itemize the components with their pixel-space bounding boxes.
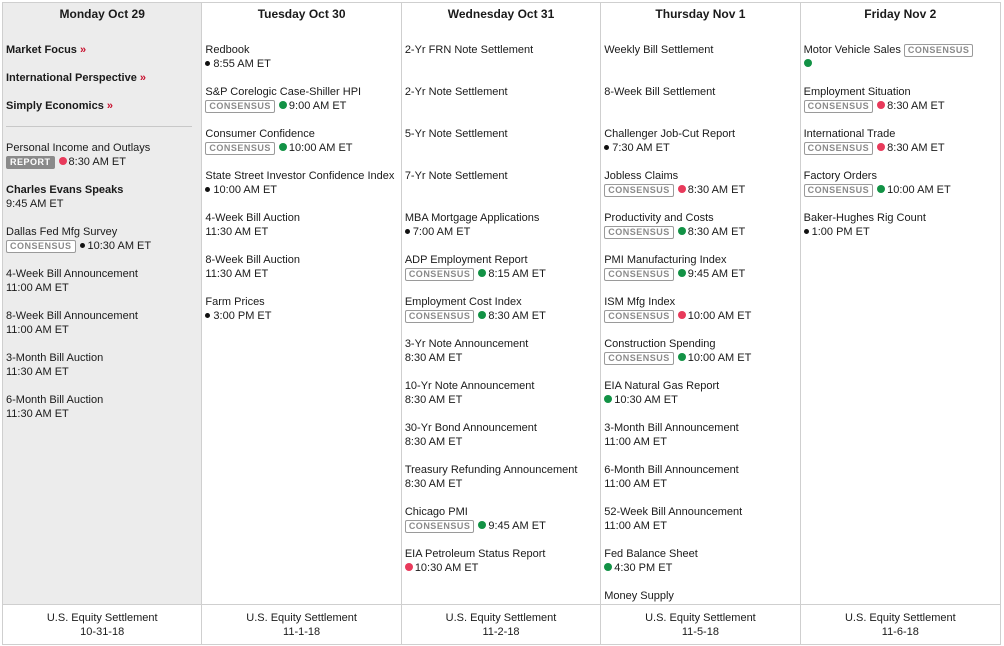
event-meta (6, 365, 198, 379)
event-meta (405, 519, 597, 533)
event-meta (804, 225, 997, 239)
event-item[interactable] (6, 309, 198, 351)
event-name[interactable]: Farm Prices (205, 296, 265, 308)
event-time: 8:55 AM ET (213, 58, 271, 70)
event-item[interactable] (405, 211, 597, 253)
event-item[interactable] (6, 225, 198, 267)
event-item[interactable] (405, 253, 597, 295)
bullet-icon (80, 243, 85, 248)
event-meta (405, 225, 597, 239)
event-time: 10:30 AM ET (614, 394, 678, 406)
feature-link-label: International Perspective (6, 72, 137, 84)
event-name[interactable]: Factory Orders (803, 170, 877, 182)
settlement-footer (801, 604, 1000, 644)
event-item[interactable] (604, 547, 796, 589)
settlement-label[interactable]: U.S. Equity Settlement (246, 612, 357, 624)
event-name[interactable]: 3-Month Bill Auction (6, 352, 104, 364)
event-item[interactable] (405, 421, 597, 463)
event-item[interactable] (205, 211, 397, 253)
event-item[interactable] (405, 547, 597, 589)
event-name[interactable]: ADP Employment Report (404, 254, 528, 266)
event-meta (205, 183, 397, 197)
event-meta (6, 155, 198, 169)
event-item[interactable] (405, 295, 597, 337)
event-time: 8:30 AM ET (887, 100, 945, 112)
settlement-date: 11-2-18 (482, 626, 520, 638)
event-meta (604, 561, 796, 575)
event-meta (205, 99, 397, 113)
status-dot-icon (678, 185, 686, 193)
event-list (804, 43, 997, 253)
event-time: 8:30 AM ET (887, 142, 945, 154)
event-item[interactable] (405, 505, 597, 547)
event-item[interactable] (604, 127, 796, 169)
event-item[interactable] (604, 253, 796, 295)
event-time: 9:45 AM ET (488, 520, 546, 532)
event-item[interactable] (804, 169, 997, 211)
event-meta (604, 477, 796, 491)
consensus-badge[interactable]: CONSENSUS (804, 100, 874, 113)
feature-link[interactable] (6, 43, 198, 71)
event-meta (205, 309, 397, 323)
event-meta (205, 141, 397, 155)
event-name[interactable]: ISM Mfg Index (604, 296, 676, 308)
event-meta (604, 183, 796, 197)
event-name[interactable]: Employment Situation (803, 86, 911, 98)
event-time: 7:00 AM ET (412, 226, 471, 238)
event-meta (6, 407, 198, 421)
feature-link-label: Market Focus (6, 44, 77, 56)
event-item[interactable] (6, 393, 198, 435)
event-name[interactable]: 8-Week Bill Announcement (6, 310, 138, 322)
feature-link-label: Simply Economics (6, 100, 104, 112)
settlement-footer (601, 604, 799, 644)
settlement-label[interactable]: U.S. Equity Settlement (645, 612, 756, 624)
event-name[interactable]: Redbook (205, 44, 250, 56)
settlement-footer (3, 604, 201, 644)
event-time: 11:00 AM ET (604, 520, 667, 532)
status-dot-icon (678, 227, 686, 235)
event-meta (604, 267, 796, 281)
settlement-date: 10-31-18 (80, 626, 125, 638)
event-item[interactable] (205, 127, 397, 169)
event-meta (205, 225, 397, 239)
event-list (205, 43, 397, 337)
bullet-icon (804, 229, 809, 234)
event-name[interactable]: 4-Week Bill Auction (205, 212, 300, 224)
event-meta (405, 561, 597, 575)
event-name[interactable]: Personal Income and Outlays (6, 142, 151, 154)
consensus-badge[interactable]: CONSENSUS (904, 44, 974, 57)
event-meta (405, 435, 597, 449)
event-item[interactable] (405, 169, 597, 211)
bullet-icon (205, 313, 210, 318)
event-name[interactable]: Money Supply (604, 590, 674, 602)
event-time: 11:30 AM ET (205, 226, 269, 238)
consensus-badge[interactable]: CONSENSUS (604, 352, 674, 365)
status-dot-icon (678, 269, 686, 277)
feature-link[interactable] (6, 71, 198, 99)
day-header: Tuesday Oct 30 (257, 7, 346, 21)
event-time: 8:30 AM ET (404, 478, 463, 490)
event-name[interactable]: Fed Balance Sheet (604, 548, 698, 560)
event-meta (6, 197, 198, 211)
event-name[interactable]: 10-Yr Note Announcement (404, 380, 535, 392)
event-item[interactable] (604, 379, 796, 421)
settlement-date: 11-6-18 (881, 626, 919, 638)
status-dot-icon (877, 185, 885, 193)
event-time: 8:30 AM ET (68, 156, 126, 168)
event-name[interactable]: 2-Yr FRN Note Settlement (404, 44, 534, 56)
event-meta (804, 57, 997, 71)
event-time: 10:00 AM ET (687, 352, 752, 364)
event-item[interactable] (6, 351, 198, 393)
consensus-badge[interactable]: CONSENSUS (405, 520, 475, 533)
event-item[interactable] (604, 169, 796, 211)
event-name[interactable]: Chicago PMI (404, 506, 468, 518)
event-time: 8:30 AM ET (687, 226, 746, 238)
event-item[interactable] (804, 43, 997, 85)
status-dot-icon (604, 395, 612, 403)
day-column-friday (801, 3, 1000, 644)
event-name[interactable]: Charles Evans Speaks (6, 184, 124, 196)
consensus-badge[interactable]: CONSENSUS (804, 184, 874, 197)
event-meta (604, 309, 796, 323)
chevron-right-icon: » (106, 100, 113, 112)
event-name[interactable]: 2-Yr Note Settlement (404, 86, 508, 98)
event-item[interactable] (6, 183, 198, 225)
event-item[interactable] (604, 337, 796, 379)
event-name[interactable]: Challenger Job-Cut Report (604, 128, 736, 140)
event-name[interactable]: 3-Month Bill Announcement (604, 422, 739, 434)
event-time: 11:00 AM ET (6, 282, 69, 294)
consensus-badge[interactable]: CONSENSUS (604, 310, 674, 323)
consensus-badge[interactable]: CONSENSUS (205, 142, 275, 155)
consensus-badge[interactable]: CONSENSUS (6, 240, 76, 253)
event-meta (804, 183, 997, 197)
consensus-badge[interactable]: CONSENSUS (804, 142, 874, 155)
event-item[interactable] (205, 253, 397, 295)
consensus-badge[interactable]: CONSENSUS (604, 184, 674, 197)
status-dot-icon (478, 311, 486, 319)
event-item[interactable] (604, 43, 796, 85)
day-header: Friday Nov 2 (864, 7, 937, 21)
consensus-badge[interactable]: CONSENSUS (604, 226, 674, 239)
event-item[interactable] (604, 505, 796, 547)
event-time: 9:45 AM ET (6, 198, 64, 210)
event-name[interactable]: Productivity and Costs (604, 212, 714, 224)
event-item[interactable] (405, 43, 597, 85)
bullet-icon (405, 229, 410, 234)
event-name[interactable]: 6-Month Bill Auction (6, 394, 104, 406)
day-column-monday (3, 3, 202, 644)
event-item[interactable] (804, 85, 997, 127)
bullet-icon (205, 61, 210, 66)
event-meta (604, 225, 796, 239)
event-item[interactable] (604, 85, 796, 127)
event-time: 4:30 PM ET (614, 562, 673, 574)
event-time: 11:00 AM ET (604, 436, 667, 448)
status-dot-icon (405, 563, 413, 571)
event-time: 11:30 AM ET (205, 268, 269, 280)
event-time: 8:30 AM ET (404, 394, 463, 406)
event-item[interactable] (405, 463, 597, 505)
status-dot-icon (604, 563, 612, 571)
event-time: 9:45 AM ET (687, 268, 746, 280)
event-item[interactable] (604, 211, 796, 253)
settlement-footer (402, 604, 600, 644)
event-name[interactable]: Consumer Confidence (205, 128, 315, 140)
event-meta (604, 519, 796, 533)
event-name[interactable]: 30-Yr Bond Announcement (404, 422, 537, 434)
event-item[interactable] (804, 211, 997, 253)
event-meta (6, 323, 198, 337)
event-name[interactable]: Treasury Refunding Announcement (404, 464, 578, 476)
status-dot-icon (478, 521, 486, 529)
event-meta (604, 393, 796, 407)
event-name[interactable]: Weekly Bill Settlement (604, 44, 714, 56)
day-header: Thursday Nov 1 (655, 7, 746, 21)
event-name[interactable]: 5-Yr Note Settlement (404, 128, 508, 140)
event-meta (604, 351, 796, 365)
event-list (405, 43, 597, 589)
event-time: 10:00 AM ET (213, 184, 277, 196)
event-name[interactable]: EIA Petroleum Status Report (404, 548, 546, 560)
event-name[interactable]: Dallas Fed Mfg Survey (6, 226, 118, 238)
event-time: 11:00 AM ET (6, 324, 69, 336)
event-time: 8:30 AM ET (404, 436, 463, 448)
event-time: 10:00 AM ET (887, 184, 951, 196)
event-name[interactable]: Construction Spending (604, 338, 716, 350)
event-time: 10:00 AM ET (687, 310, 752, 322)
event-item[interactable] (205, 169, 397, 211)
event-name[interactable]: 4-Week Bill Announcement (6, 268, 138, 280)
day-column-wednesday (402, 3, 601, 644)
event-time: 1:00 PM ET (811, 226, 870, 238)
consensus-badge[interactable]: CONSENSUS (405, 310, 475, 323)
status-dot-icon (279, 143, 287, 151)
status-dot-icon (678, 353, 686, 361)
status-dot-icon (877, 143, 885, 151)
event-name[interactable]: MBA Mortgage Applications (404, 212, 540, 224)
event-item[interactable] (405, 127, 597, 169)
event-time: 9:00 AM ET (288, 100, 347, 112)
event-name[interactable]: 6-Month Bill Announcement (604, 464, 739, 476)
event-meta (604, 435, 796, 449)
event-name[interactable]: Baker-Hughes Rig Count (803, 212, 926, 224)
event-item[interactable] (205, 295, 397, 337)
event-list (6, 43, 198, 435)
bullet-icon (205, 187, 210, 192)
event-time: 11:30 AM ET (6, 366, 69, 378)
calendar-grid (2, 2, 1001, 645)
event-time: 7:30 AM ET (612, 142, 670, 154)
event-time: 8:30 AM ET (404, 352, 463, 364)
feature-link[interactable] (6, 99, 198, 127)
settlement-date: 11-5-18 (681, 626, 719, 638)
consensus-badge[interactable]: CONSENSUS (604, 268, 674, 281)
day-column-tuesday (202, 3, 401, 644)
event-meta (6, 281, 198, 295)
event-name[interactable]: State Street Investor Confidence Index (205, 170, 395, 182)
event-item[interactable] (804, 127, 997, 169)
event-meta (804, 141, 997, 155)
consensus-badge[interactable]: CONSENSUS (205, 100, 275, 113)
settlement-label[interactable]: U.S. Equity Settlement (844, 612, 956, 624)
event-time: 10:30 AM ET (414, 562, 479, 574)
event-name[interactable]: International Trade (803, 128, 896, 140)
event-name[interactable]: Employment Cost Index (404, 296, 522, 308)
event-item[interactable] (604, 295, 796, 337)
status-dot-icon (279, 101, 287, 109)
event-meta (405, 309, 597, 323)
event-time: 10:00 AM ET (288, 142, 353, 154)
event-name[interactable]: 7-Yr Note Settlement (404, 170, 508, 182)
event-time: 11:30 AM ET (6, 408, 69, 420)
event-name[interactable]: S&P Corelogic Case-Shiller HPI (205, 86, 362, 98)
day-column-thursday (601, 3, 800, 644)
event-name[interactable]: 8-Week Bill Auction (205, 254, 300, 266)
event-meta (804, 99, 997, 113)
event-meta (405, 393, 597, 407)
event-item[interactable] (6, 267, 198, 309)
event-meta (205, 267, 397, 281)
event-meta (405, 477, 597, 491)
bullet-icon (604, 145, 609, 150)
event-name[interactable]: Motor Vehicle Sales (803, 44, 901, 56)
event-item[interactable] (205, 43, 397, 85)
event-name[interactable]: PMI Manufacturing Index (604, 254, 727, 266)
event-meta (405, 267, 597, 281)
settlement-date: 11-1-18 (283, 626, 321, 638)
report-badge[interactable]: REPORT (6, 156, 55, 169)
event-time: 8:30 AM ET (687, 184, 746, 196)
consensus-badge[interactable]: CONSENSUS (405, 268, 475, 281)
settlement-footer (202, 604, 400, 644)
event-meta (604, 141, 796, 155)
settlement-label[interactable]: U.S. Equity Settlement (445, 612, 557, 624)
event-name[interactable]: 52-Week Bill Announcement (604, 506, 743, 518)
event-time: 3:00 PM ET (213, 310, 272, 322)
status-dot-icon (877, 101, 885, 109)
event-item[interactable] (405, 337, 597, 379)
event-time: 8:15 AM ET (488, 268, 546, 280)
section-divider (6, 126, 192, 127)
event-item[interactable] (405, 379, 597, 421)
day-header: Monday Oct 29 (59, 7, 145, 21)
settlement-label[interactable]: U.S. Equity Settlement (46, 612, 158, 624)
event-name[interactable]: EIA Natural Gas Report (604, 380, 720, 392)
status-dot-icon (678, 311, 686, 319)
event-meta (205, 57, 397, 71)
event-meta (405, 351, 597, 365)
status-dot-icon (59, 157, 67, 165)
event-time: 10:30 AM ET (87, 240, 152, 252)
status-dot-icon (478, 269, 486, 277)
event-time: 8:30 AM ET (488, 310, 546, 322)
event-item[interactable] (205, 85, 397, 127)
event-item[interactable] (604, 463, 796, 505)
status-dot-icon (804, 59, 812, 67)
event-name[interactable]: 8-Week Bill Settlement (604, 86, 716, 98)
chevron-right-icon: » (79, 44, 87, 56)
event-name[interactable]: Jobless Claims (604, 170, 679, 182)
event-item[interactable] (405, 85, 597, 127)
chevron-right-icon: » (139, 72, 147, 84)
event-time: 11:00 AM ET (604, 478, 667, 490)
event-name[interactable]: 3-Yr Note Announcement (404, 338, 529, 350)
event-list (604, 43, 796, 631)
event-meta (6, 239, 198, 253)
event-item[interactable] (604, 421, 796, 463)
day-header: Wednesday Oct 31 (447, 7, 555, 21)
event-item[interactable] (6, 141, 198, 183)
